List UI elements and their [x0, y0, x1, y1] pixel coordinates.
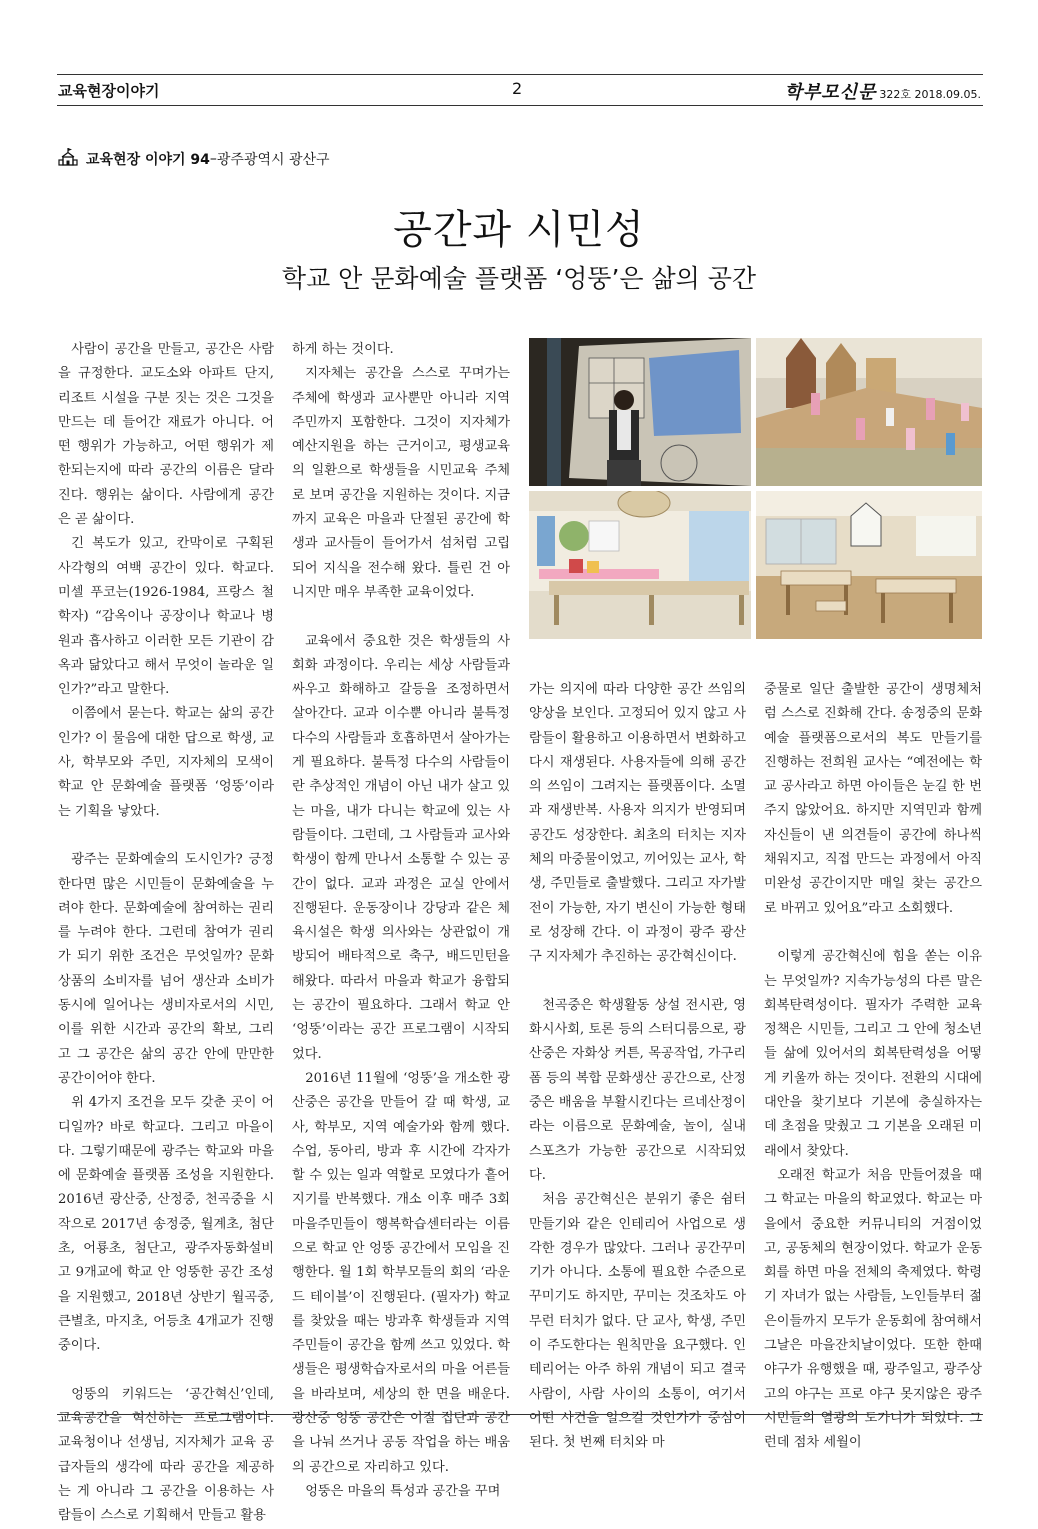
headline: 공간과 시민성	[393, 207, 645, 253]
paragraph: 광주는 문화예술의 도시인가? 긍정한다면 많은 시민들이 문화예술을 누려야 한다. 문화예술에 참여하는 권리를 누려야 한다. 그런데 참여가 권리가 되기 위한 조건은 무엇일까? 문화상품의 소비자를 넘어 생산과 소비가 동시에 일어나는 생비자로서의 시민, 이를 위한 시간과 공간의 확보, 그리고 그 공간은 삶의 공간 안에 만만한 공간이어야 한다.	[58, 852, 274, 1086]
text-column-1	[58, 338, 274, 1529]
paragraph: 엉뚱의 키워드는 ‘공간혁신’인데, 교육공간을 혁신하는 프로그램이다. 교육청이나 선생님, 지자체가 교육 공급자들의 생각에 따라 공간을 제공하는 게 아니라 그 공간을 이용하는 사람들이 스스로 기획해서 만들고 활용	[58, 1386, 274, 1524]
classroom-photo	[529, 491, 751, 639]
header-top-rule	[57, 74, 983, 75]
issue-date: 322호 2018.09.05.	[879, 88, 981, 101]
paragraph: 2016년 11월에 ‘엉뚱’을 개소한 광산중은 공간을 만들어 갈 때 학생, 교사, 학부모, 지역 예술가와 함께 했다. 수업, 동아리, 방과 후 시간에 각자가 할 수 있는 일과 역할로 모였다가 흩어지기를 반복했다. 개소 이후 매주 3회 마을주민들이 행복학습센터라는 이름으로 학교 안 엉뚱 공간에서 모임을 진행한다. 월 1회 학부모들의 회의 ‘라운드 테이블’이 진행된다. (필자가) 학교를 찾았을 때는 방과후 학생들과 지역 주민들이 공간을 함께 쓰고 있었다. 학생들은 평생학습자로서의 마을 어른들을 바라보며, 세상의 한 면을 배운다. 광산중 엉뚱 공간은 이질 집단과 공간을 나눠 쓰거나 공동 작업을 하는 배움의 공간으로 자리하고 있다.	[292, 1070, 510, 1475]
text-column-3	[529, 678, 746, 1456]
footer-rule	[57, 1414, 983, 1415]
header-bottom-rule	[57, 105, 983, 106]
paragraph: 이렇게 공간혁신에 힘을 쏟는 이유는 무엇일까? 지속가능성의 다른 말은 회복탄력성이다. 필자가 주력한 교육정책은 시민들, 그리고 그 안에 청소년들 삶에 있어서의 회복탄력성을 어떻게 키울까 하는 것이다. 전환의 시대에 대안을 찾기보다 기본에 충실하자는 데 초점을 맞췄고 그 기본을 오래된 미래에서 찾았다.	[764, 949, 982, 1159]
section-name: 교육현장이야기	[58, 82, 160, 100]
subheadline: 학교 안 문화예술 플랫폼 ‘엉뚱’은 삶의 공간	[281, 264, 757, 293]
newspaper-logo: 학부모신문	[784, 82, 877, 103]
paragraph: 사람이 공간을 만들고, 공간은 사람을 규정한다. 교도소와 아파트 단지, 리조트 시설을 구분 짓는 것은 그것을 만드는 데 들어간 재료가 아니다. 어떤 행위가 가능하고, 어떤 행위가 제한되는지에 따라 공간의 이름은 달라진다. 행위는 삶이다. 사람에게 공간은 곧 삶이다.	[58, 342, 274, 528]
text-column-2	[292, 338, 510, 1504]
series-dash: –	[209, 151, 217, 167]
paragraph: 엉뚱은 마을의 특성과 공간을 꾸며	[305, 1483, 501, 1499]
presentation-photo	[529, 338, 751, 486]
paragraph: 처음 공간혁신은 분위기 좋은 쉼터 만들기와 같은 인테리어 사업으로 생각한 경우가 많았다. 그러나 공간꾸미기가 아니다. 소통에 필요한 수준으로 꾸미기도 하지만, 꾸미는 것조차도 아무런 터치가 없다. 단 교사, 학생, 주민이 주도한다는 원칙만을 요구했다. 인테리어는 아주 하위 개념이 되고 결국 사람이, 사람 사이의 소통이, 여기서 어떤 사건을 일으킬 것인가가 중심이 된다. 첫 번째 터치와 마	[529, 1192, 746, 1451]
paragraph: 천곡중은 학생활동 상설 전시관, 영화시사회, 토론 등의 스터디룸으로, 광산중은 자화상 커튼, 목공작업, 가구리폼 등의 복합 문화생산 공간으로, 산정중은 배움을 부활시킨다는 르네산정이라는 이름으로 문화예술, 놀이, 실내 스포츠가 가능한 공간으로 시작되었다.	[529, 997, 746, 1183]
paragraph: 하게 하는 것이다.	[292, 342, 394, 357]
children-playing-photo	[756, 338, 982, 486]
paragraph: 중물로 일단 출발한 공간이 생명체처럼 스스로 진화해 간다. 송정중의 문화예술 플랫폼으로서의 복도 만들기를 진행하는 전희원 교사는 “예전에는 학교 공사라고 하면 아이들은 눈길 한 번 주지 않았어요. 하지만 지역민과 함께 자신들이 낸 의견들이 공간에 하나씩 채워지고, 직접 만드는 과정에서 아직 미완성 공간이지만 매일 찾는 공간으로 바뀌고 있어요”라고 소회했다.	[764, 682, 982, 916]
paragraph: 가는 의지에 따라 다양한 공간 쓰임의 양상을 보인다. 고정되어 있지 않고 사람들이 활용하고 이용하면서 변화하고 다시 재생된다. 사용자들에 의해 공간의 쓰임이 그려지는 플랫폼이다. 소멸과 재생반복. 사용자 의지가 반영되며 공간도 성장한다. 최초의 터치는 지자체의 마중물이었고, 끼어있는 교사, 학생, 주민들로 출발했다. 그리고 자가발전이 가능한, 자기 변신이 가능한 형태로 성장해 간다. 이 과정이 광주 광산구 지자체가 추진하는 공간혁신이다.	[529, 682, 746, 965]
paragraph: 긴 복도가 있고, 칸막이로 구획된 사각형의 여백 공간이 있다. 학교다. 미셀 푸코는(1926-1984, 프랑스 철학자) “감옥이나 공장이나 학교나 병원과 흡사하고 이러한 모든 기관이 감옥과 닮았다고 해서 무엇이 놀라운 일인가?”라고 말한다.	[58, 536, 274, 698]
paragraph: 이쯤에서 묻는다. 학교는 삶의 공간인가? 이 물음에 대한 답으로 학생, 교사, 학부모와 주민, 지자체의 모색이 학교 안 문화예술 플랫폼 ‘엉뚱’이라는 기획을 낳았다.	[58, 706, 274, 819]
paragraph: 위 4가지 조건을 모두 갖춘 곳이 어디일까? 바로 학교다. 그리고 마을이다. 그렇기때문에 광주는 학교와 마을에 문화예술 플랫폼 조성을 지원한다. 2016년 광산중, 산정중, 천곡중을 시작으로 2017년 송정중, 월계초, 첨단초, 어룡초, 첨단고, 광주자동화설비고 9개교에 학교 안 엉뚱한 공간 조성을 지원했고, 2018년 상반기 월곡중, 큰별초, 마지초, 어등초 4개교가 진행 중이다.	[58, 1095, 274, 1354]
series-title: 교육현장 이야기 94	[86, 152, 210, 168]
page-number: 2	[512, 79, 523, 98]
series-kicker	[58, 147, 330, 171]
paragraph: 오래전 학교가 처음 만들어졌을 때 그 학교는 마을의 학교였다. 학교는 마을에서 중요한 커뮤니티의 거점이었고, 공동체의 현장이었다. 학교가 운동회를 하면 마을 전체의 축제였다. 학령기 자녀가 없는 사람들, 노인들부터 젊은이들까지 모두가 운동회에 참여해서 그날은 마을잔치날이었다. 또한 한때 야구가 유행했을 때, 광주일고, 광주상고의 야구는 프로 야구 못지않은 광주 시민들의 열광의 도가니가 되었다. 그런데 점차 세월이	[764, 1167, 982, 1451]
school-building-icon	[58, 147, 86, 171]
cafeteria-photo	[756, 491, 982, 639]
series-location: 광주광역시 광산구	[216, 152, 330, 168]
paragraph: 지자체는 공간을 스스로 꾸며가는 주체에 학생과 교사뿐만 아니라 지역 주민까지 포함한다. 그것이 지자체가 예산지원을 하는 근거이고, 평생교육의 일환으로 학생들을 시민교육 주체로 보며 공간을 지원하는 것이다. 지금까지 교육은 마을과 단절된 공간에 학생과 교사들이 들어가서 섬처럼 고립되어 지식을 전수해 왔다. 틀린 건 아니지만 매우 부족한 교육이었다.	[292, 366, 510, 600]
masthead	[784, 78, 981, 104]
paragraph: 교육에서 중요한 것은 학생들의 사회화 과정이다. 우리는 세상 사람들과 싸우고 화해하고 갈등을 조정하면서 살아간다. 교과 이수뿐 아니라 불특정 다수의 사람들과 호흡하면서 살아가는 게 필요하다. 불특정 다수의 사람들이란 추상적인 개념이 아닌 내가 살고 있는 마을, 내가 다니는 학교에 있는 사람들이다. 그런데, 그 사람들과 교사와 학생이 함께 만나서 소통할 수 있는 공간이 없다. 교과 과정은 교실 안에서 진행된다. 운동장이나 강당과 같은 체육시설은 학생 의사와는 상관없이 개방되어 배타적으로 축구, 배드민턴을 해왔다. 따라서 마을과 학교가 융합되는 공간이 필요하다. 그래서 학교 안 ‘엉뚱’이라는 공간 프로그램이 시작되었다.	[292, 633, 510, 1062]
text-column-4	[764, 678, 982, 1456]
